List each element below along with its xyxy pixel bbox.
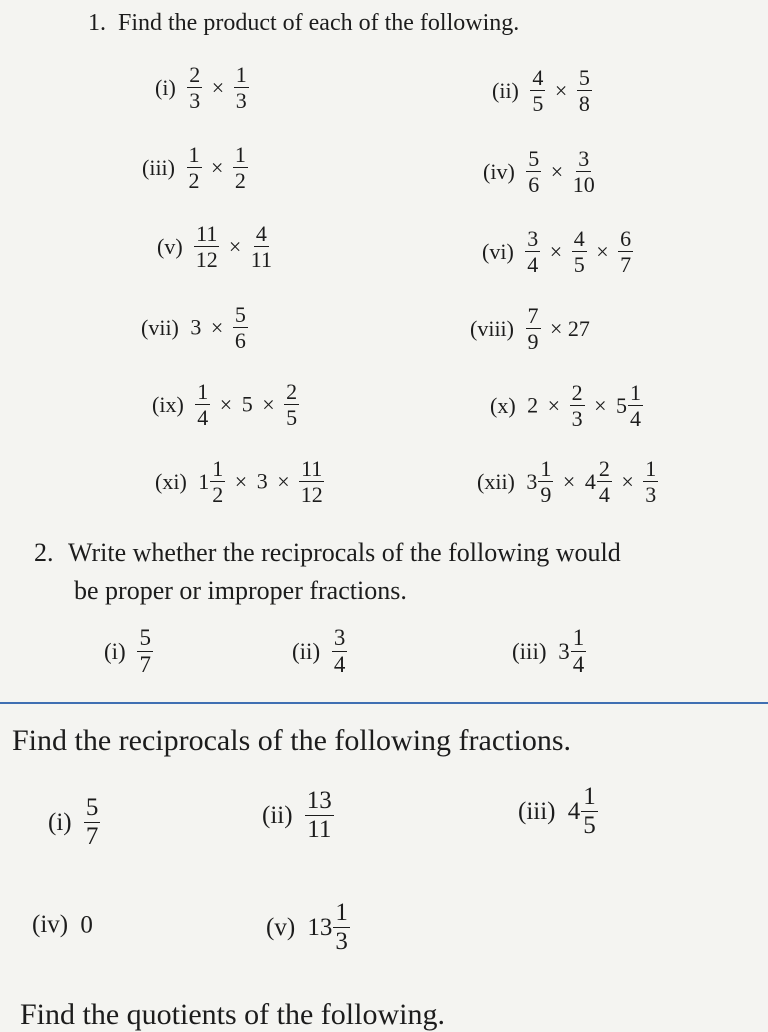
- fraction: [333, 900, 350, 956]
- numerator: 1: [333, 900, 350, 928]
- fraction: [299, 457, 324, 506]
- item-label: (i): [155, 74, 176, 100]
- numerator: 1: [540, 456, 552, 481]
- fraction: [284, 380, 299, 429]
- item-label: (ix): [152, 391, 184, 417]
- denominator: 2: [212, 482, 224, 508]
- item-label: (vii): [141, 314, 179, 340]
- item-label: (vi): [482, 238, 514, 264]
- denominator: 7: [139, 652, 151, 678]
- denominator: 3: [335, 928, 348, 956]
- item-label: (iii): [142, 154, 175, 180]
- numerator: 5: [578, 65, 590, 90]
- whole-number: 2: [527, 392, 539, 418]
- numerator: 2: [571, 380, 583, 405]
- times-sign: ×: [210, 314, 224, 340]
- denominator: 5: [573, 252, 585, 278]
- numerator: 6: [620, 226, 632, 251]
- denominator: 6: [528, 172, 540, 198]
- denominator: 5: [286, 405, 298, 431]
- numerator: 1: [235, 62, 247, 87]
- numerator: 3: [578, 146, 590, 171]
- fraction: [628, 381, 643, 430]
- denominator: 9: [527, 329, 539, 355]
- item-label: (i): [48, 808, 72, 836]
- times-sign: ×: [211, 154, 224, 180]
- item-label: (iii): [518, 797, 556, 825]
- fraction: [577, 66, 592, 115]
- item-label: (ii): [492, 77, 519, 103]
- denominator: 9: [540, 482, 552, 508]
- q1-item-ix: [152, 380, 299, 429]
- q1-item-viii: [470, 304, 594, 353]
- times-sign: ×: [547, 392, 561, 418]
- mixed-whole: 1: [198, 468, 210, 494]
- numerator: 1: [212, 456, 224, 481]
- q3-item-ii: [262, 788, 334, 844]
- q1-item-vii: [141, 303, 248, 352]
- times-sign: ×: [596, 238, 609, 264]
- numerator: 3: [527, 226, 539, 251]
- denominator: 4: [572, 652, 585, 678]
- fraction: [571, 626, 587, 677]
- q2-item-i: [104, 626, 153, 677]
- fraction: [195, 380, 210, 429]
- mixed-whole: 4: [567, 797, 581, 825]
- value: 0: [80, 911, 93, 939]
- item-label: (ii): [262, 801, 293, 829]
- mixed-whole: 5: [616, 392, 627, 418]
- times-sign: ×: [262, 391, 275, 417]
- denominator: 7: [85, 823, 99, 851]
- mixed-whole: 3: [558, 638, 570, 664]
- fraction: [643, 457, 658, 506]
- question-1-heading: [88, 10, 519, 37]
- times-sign: ×: [234, 468, 248, 494]
- numerator: 4: [255, 221, 267, 246]
- item-label: (viii): [470, 315, 514, 341]
- mixed-whole: 13: [307, 913, 333, 941]
- denominator: 3: [189, 88, 201, 114]
- fraction: [332, 626, 348, 677]
- q1-item-i: [155, 63, 249, 112]
- times-sign: ×: [621, 468, 634, 494]
- fraction: [84, 795, 101, 851]
- question-prompt-line-2: be proper or improper fractions.: [74, 576, 407, 605]
- fraction: [194, 222, 219, 271]
- item-label: (x): [490, 392, 516, 418]
- numerator: 3: [332, 626, 348, 652]
- denominator: 5: [583, 812, 596, 840]
- times-sign: ×: [211, 74, 225, 100]
- times-sign: ×: [219, 391, 233, 417]
- q1-item-iii: [142, 143, 248, 192]
- times-sign: ×: [594, 392, 607, 418]
- fraction: [573, 147, 595, 196]
- numerator: 2: [189, 62, 201, 87]
- item-label: (iv): [483, 158, 515, 184]
- q3-item-iii: [518, 784, 598, 840]
- denominator: 2: [234, 168, 246, 194]
- question-4-prompt: Find the quotients of the following.: [20, 998, 445, 1031]
- numerator: 1: [571, 626, 587, 652]
- fraction: [618, 227, 633, 276]
- mixed-whole: 3: [526, 468, 538, 494]
- numerator: 4: [532, 65, 544, 90]
- denominator: 4: [630, 406, 641, 432]
- q1-item-ii: [492, 66, 592, 115]
- numerator: 2: [598, 456, 610, 481]
- numerator: 11: [301, 456, 323, 481]
- fraction: [210, 457, 225, 506]
- fraction: [572, 227, 587, 276]
- numerator: 1: [581, 784, 598, 812]
- numerator: 5: [84, 795, 101, 823]
- section-divider: [0, 702, 768, 704]
- denominator: 2: [188, 168, 200, 194]
- denominator: 5: [532, 91, 544, 117]
- q3-item-iv: [32, 910, 93, 939]
- question-prompt: Find the product of each of the following.: [118, 10, 520, 36]
- fraction: [526, 304, 541, 353]
- fraction: [187, 63, 202, 112]
- item-label: (iii): [512, 638, 547, 664]
- numerator: 1: [630, 380, 641, 405]
- item-label: (iv): [32, 911, 69, 939]
- denominator: 4: [197, 405, 209, 431]
- item-label: (ii): [292, 638, 321, 664]
- numerator: 2: [286, 379, 298, 404]
- denominator: 11: [250, 247, 272, 273]
- numerator: 5: [234, 302, 246, 327]
- denominator: 3: [235, 88, 247, 114]
- denominator: 12: [195, 247, 218, 273]
- q1-item-x: [490, 381, 643, 430]
- fraction: [233, 143, 248, 192]
- whole-number: 3: [190, 314, 202, 340]
- denominator: 3: [571, 406, 583, 432]
- q1-item-iv: [483, 147, 595, 196]
- times-sign: × 27: [550, 315, 590, 341]
- q1-item-vi: [482, 227, 633, 276]
- fraction: [233, 303, 248, 352]
- mixed-whole: 4: [584, 468, 596, 494]
- whole-number: 5: [241, 391, 253, 417]
- q1-item-v: [157, 222, 272, 271]
- item-label: (v): [266, 913, 296, 941]
- times-sign: ×: [550, 158, 564, 184]
- item-label: (v): [157, 233, 183, 259]
- fraction: [137, 626, 153, 677]
- denominator: 8: [578, 91, 590, 117]
- denominator: 7: [620, 252, 632, 278]
- item-label: (xi): [155, 468, 187, 494]
- item-label: (xii): [477, 468, 515, 494]
- q1-item-xii: [477, 457, 658, 506]
- times-sign: ×: [562, 468, 576, 494]
- question-number: 1.: [88, 10, 106, 36]
- times-sign: ×: [228, 233, 242, 259]
- numerator: 1: [197, 379, 209, 404]
- denominator: 12: [300, 482, 323, 508]
- question-prompt-line-1: Write whether the reciprocals of the following would: [68, 538, 621, 567]
- q2-item-ii: [292, 626, 347, 677]
- q3-item-v: [266, 900, 350, 956]
- denominator: 10: [572, 172, 595, 198]
- question-number: 2.: [34, 538, 54, 567]
- numerator: 1: [188, 142, 200, 167]
- fraction: [525, 227, 540, 276]
- q2-item-iii: [512, 626, 586, 677]
- denominator: 6: [234, 328, 246, 354]
- numerator: 13: [305, 788, 334, 816]
- fraction: [234, 63, 249, 112]
- numerator: 5: [528, 146, 540, 171]
- whole-number: 3: [256, 468, 268, 494]
- denominator: 11: [307, 816, 332, 844]
- fraction: [526, 147, 541, 196]
- numerator: 5: [137, 626, 153, 652]
- numerator: 11: [196, 221, 218, 246]
- denominator: 4: [527, 252, 539, 278]
- q3-item-i: [48, 795, 100, 851]
- fraction: [251, 222, 272, 271]
- question-3-prompt: Find the reciprocals of the following fractions.: [12, 724, 572, 757]
- fraction: [581, 784, 598, 840]
- q1-item-xi: [155, 457, 324, 506]
- denominator: 3: [645, 482, 657, 508]
- fraction: [597, 457, 612, 506]
- denominator: 4: [598, 482, 610, 508]
- times-sign: ×: [277, 468, 290, 494]
- numerator: 7: [527, 303, 539, 328]
- numerator: 4: [573, 226, 585, 251]
- fraction: [530, 66, 545, 115]
- denominator: 4: [333, 652, 346, 678]
- numerator: 1: [645, 456, 657, 481]
- times-sign: ×: [549, 238, 563, 264]
- fraction: [538, 457, 553, 506]
- item-label: (i): [104, 638, 126, 664]
- fraction: [570, 381, 585, 430]
- numerator: 1: [234, 142, 246, 167]
- question-2-heading: [34, 538, 621, 568]
- fraction: [187, 143, 202, 192]
- fraction: [305, 788, 334, 844]
- times-sign: ×: [554, 77, 568, 103]
